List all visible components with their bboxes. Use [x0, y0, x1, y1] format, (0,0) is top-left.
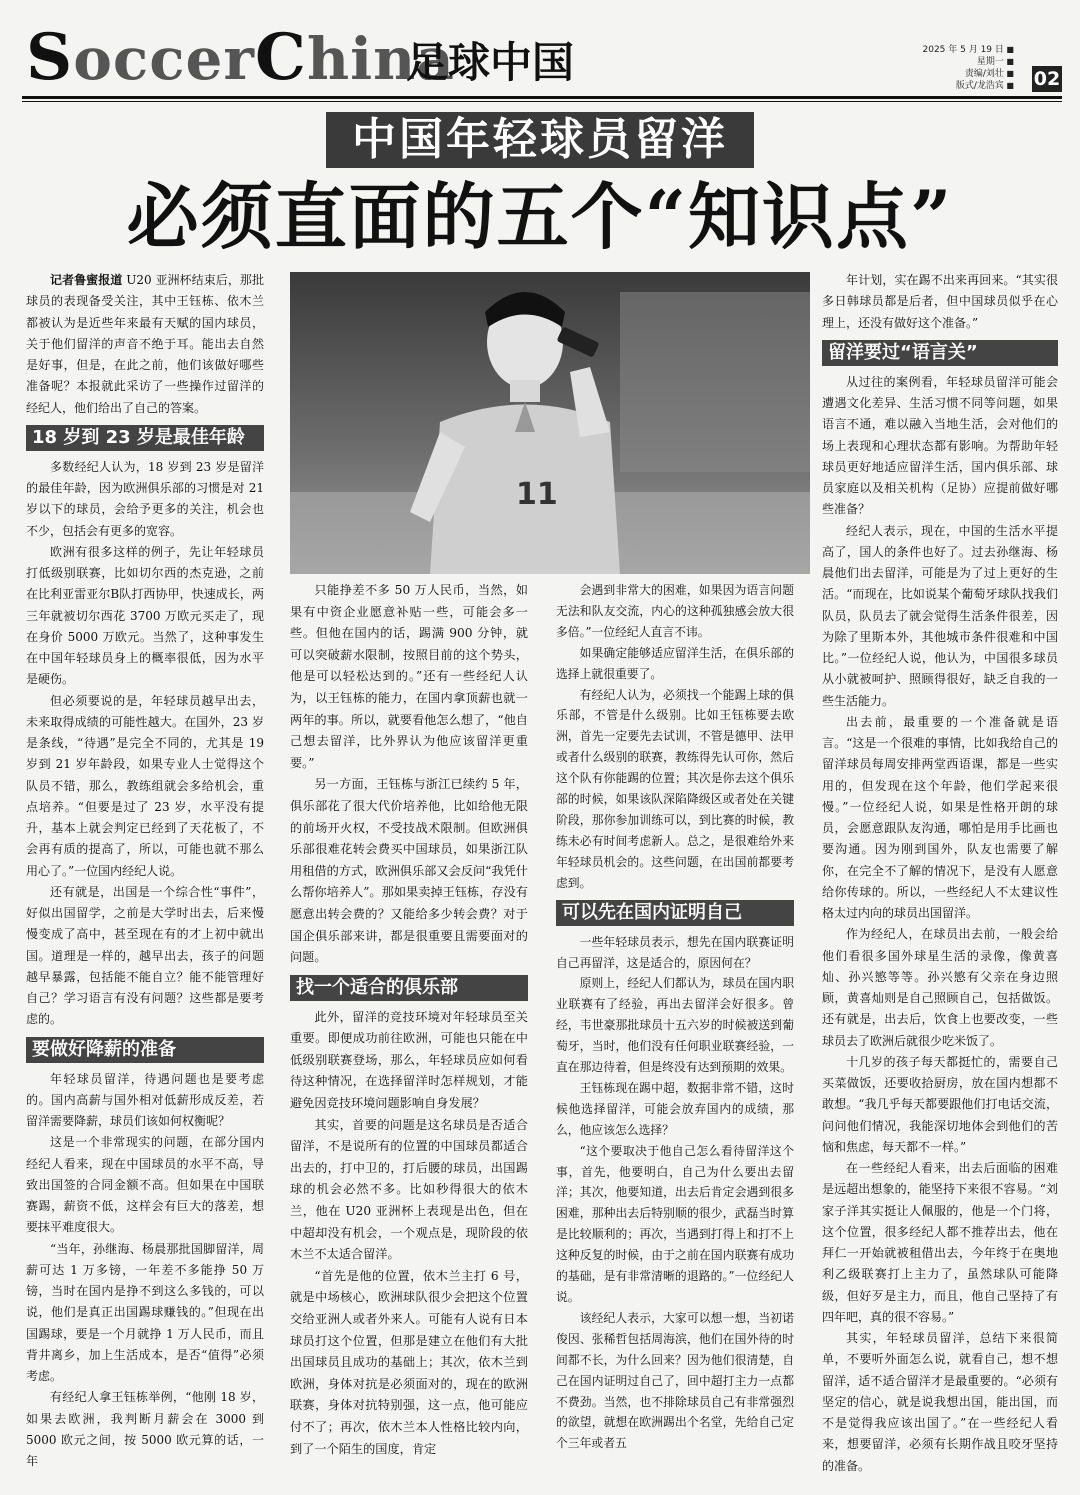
article-paragraph: 有经纪人拿王钰栋举例，“他刚 18 岁，如果去欧洲，我判断月薪会在 3000 到 5000 欧元之间，按 5000 欧元算的话，一年: [26, 1390, 264, 1468]
article-paragraph: 还有就是，出国是一个综合性“事件”，好似出国留学，之前是大学时出去，后来慢慢变成了高中，甚至现在有的才上初中就出国。道理是一样的，越早出去，孩子的问题越早暴露，包括能不能自立？能不能管理好自己？学习语言有没有问题？这些都是要考虑的。: [26, 884, 264, 1027]
article-paragraph: 另一方面，王钰栋与浙江已续约 5 年，俱乐部花了很大代价培养他，比如给他无限的前场开火权，不受技战术限制。但欧洲俱乐部很难花转会费买中国球员，如果浙江队用租借的方式，欧洲俱乐部又会反问“我凭什么帮你培养人”。那如果卖掉王钰栋，存没有愿意出转会费的？又能给多少转会费？对于国企俱乐部来讲，都是很重要且需要面对的问题。: [290, 777, 528, 965]
article-paragraph: 只能挣差不多 50 万人民币，当然，如果有中资企业愿意补贴一些，可能会多一些。但他在国内的话，踢满 900 分钟，就可以突破薪水限制，按照目前的这个势头，他是可以轻松达到的。”还有一些经纪人认为，以王钰栋的能力，在国内拿顶薪也就一两年的事。所以，就要看他怎么想了，“他自己想去留洋，比外界认为他应该留洋更重要。”: [290, 583, 528, 770]
issue-designer: 版式/龙浩宾 ■: [923, 80, 1015, 92]
article-column-1: [26, 270, 264, 1480]
article-paragraph: 年轻球员留洋，待遇问题也是要考虑的。国内高薪与国外相对低薪形成反差，若留洋需要降薪，球员们该如何权衡呢？: [26, 1071, 264, 1128]
masthead-logo-chinese: 足球中国: [406, 38, 575, 87]
issue-date: 2025 年 5 月 19 日 ■: [923, 44, 1015, 56]
byline: 记者鲁蜜报道: [50, 273, 123, 287]
article-paragraph: 有经纪人认为，必须找一个能踢上球的俱乐部，不管是什么级别。比如王钰栋要去欧洲，首先一定要先去试训，不管是德甲、法甲或者什么级别的联赛，教练得先认可你，然后这个队有你能踢的位置；其次是你去这个俱乐部的时候，如果该队深陷降级区或者处在关键阶段，那你参加训练可以，到比赛的时候，教练未必有时间考虑新人。总之，是很难给外来年轻球员机会的。这些问题，在出国前都要考虑到。: [556, 687, 794, 890]
masthead: [22, 20, 1062, 96]
article-paragraph: 多数经纪人认为，18 岁到 23 岁是留洋的最佳年龄，因为欧洲俱乐部的习惯是对 21 岁以下的球员，会给予更多的关注，机会也不少，包括会有更多的宽容。: [26, 459, 264, 538]
article-paragraph: 年计划，实在踢不出来再回来。“其实很多日韩球员都是后者，但中国球员似乎在心理上，还没有做好这个准备。”: [822, 273, 1058, 330]
article-paragraph: 经纪人表示，现在，中国的生活水平提高了，国人的条件也好了。过去孙继海、杨晨他们出去留洋，可能是为了过上更好的生活。“而现在，比如说某个葡萄牙球队找我们队员，队员去了就会觉得生活条件很差，因为除了里斯本外，其他城市条件很难和中国比。”一位经纪人说，他认为，中国很多球员从小就被呵护、照顾得很好，缺乏自我的一些生活能力。: [822, 523, 1058, 708]
player-photo: [290, 272, 810, 574]
article-paragraph: 从过往的案例看，年轻球员留洋可能会遭遇文化差异、生活习惯不同等问题，如果语言不通，难以融入当地生活，会对他们的场上表现和心理状态都有影响。为帮助年轻球员更好地适应留洋生活，国内俱乐部、球员家庭以及相关机构（足协）应提前做好哪些准备？: [822, 374, 1058, 517]
section-col4: [822, 270, 1058, 334]
article-paragraph: 其实，首要的问题是这名球员是否适合留洋，不是说所有的位置的中国球员都适合出去的，打中卫的，打后腰的球员，出国踢球的机会必然不多。比如秒得很大的依木兰，他在 U20 亚洲杯上表现是出色，但在中超却没有机会，一个观点是，现阶段的依木兰不太适合留洋。: [290, 1117, 528, 1262]
lead-text: U20 亚洲杯结束后，那批球员的表现备受关注，其中王钰栋、依木兰都被认为是近些年来最有天赋的国内球员，关于他们留洋的声音不绝于耳。能出去自然是好事，但是，在此之前，他们该做好哪些准备呢？本报就此采访了一些操作过留洋的经纪人，他们给出了自己的答案。: [26, 273, 264, 415]
article-paragraph: “这个要取决于他自己怎么看待留洋这个事，首先，他要明白，自己为什么要出去留洋；其次，他要知道，出去后肯定会遇到很多困难，那种出去后特别顺的很少，武磊当时算是比较顺利的；再次，当遇到打得上和打不上这种反复的时候，由于之前在国内联赛有成功的基础，是有非常清晰的退路的。”一位经纪人说。: [556, 1143, 794, 1304]
subheading-prove-home: 可以先在国内证明自己: [556, 900, 794, 926]
jersey-number: 11: [516, 477, 558, 512]
article-paragraph: “当年，孙继海、杨晨那批国脚留洋，周薪可达 1 万多镑，一年差不多能挣 50 万镑，当时在国内是挣不到这么多钱的，可以说，他们是真正出国踢球赚钱的。”但现在出国踢球，要是一个月就挣 1 万人民币，而且背井离乡，加上生活成本，是否“值得”必须考虑。: [26, 1241, 264, 1383]
subheading-pay-cut: 要做好降薪的准备: [26, 1037, 264, 1063]
article-paragraph: 如果确定能够适应留洋生活，在俱乐部的选择上就很重要了。: [556, 645, 794, 681]
section-col3: [556, 580, 794, 894]
section-pay-cut: [26, 1069, 264, 1473]
subheading-best-age: 18 岁到 23 岁是最佳年龄: [26, 425, 264, 451]
article-paragraph: 这是一个非常现实的问题，在部分国内经纪人看来，现在中国球员的水平不高，导致出国签的合同金额不高。但如果在中国联赛踢，薪资不低，这样会有巨大的落差，想要抹平难度很大。: [26, 1135, 264, 1235]
masthead-rule: [22, 96, 1062, 99]
article-paragraph: 一些年轻球员表示，想先在国内联赛证明自己再留洋，这是适合的，原因何在？: [556, 934, 794, 970]
article-paragraph: 欧洲有很多这样的例子，先让年轻球员打低级别联赛，比如切尔西的杰克逊，之前在比利亚雷亚尔B队打西协甲，快速成长，两三年就被切尔西花 3700 万欧元买走了，现在身价 5000 万欧元。当然了，这种事发生在中国年轻球员身上的概率很低，因为水平是硬伤。: [26, 544, 264, 687]
article-paragraph: 此外，留洋的竞技环境对年轻球员至关重要。即便成功前往欧洲，可能也只能在中低级别联赛登场，那么，年轻球员应如何看待这种情况，在选择留洋时怎样规划，才能避免因竞技环境问题影响自身发展？: [290, 1009, 528, 1111]
article-paragraph: 但必须要说的是，年轻球员越早出去，未来取得成绩的可能性越大。在国外，23 岁是条线，“待遇”是完全不同的，尤其是 19 岁到 21 岁年龄段，如果专业人士觉得这个队员不错，那么，教练组就会多给机会，重点培养。“但要是过了 23 岁，水平没有提升，基本上就会判定已经到了天花板了，不会再有质的提高了，所以，可能也就不那么用心了。”一位国内经纪人说。: [26, 693, 264, 878]
article-paragraph: 该经纪人表示，大家可以想一想，当初诺俊因、张稀哲包括周海滨，他们在国外待的时间都不长，为什么回来？因为他们很清楚，自己在国内证明过自己了，回中超打主力一点都不费劲。当然，也不排除球员自己有非常强烈的欲望，就想在欧洲踢出个名堂，先给自己定个三年或者五: [556, 1310, 794, 1451]
page-number: 02: [1033, 68, 1061, 90]
article-paragraph: 原则上，经纪人们都认为，球员在国内职业联赛有了经验，再出去留洋会好很多。曾经，韦世豪那批球员十五六岁的时候被送到葡萄牙，当时，他们没有任何职业联赛经验，一直在那边待着，但是终没有达到预期的效果。: [556, 976, 794, 1075]
article-paragraph: 作为经纪人，在球员出去前，一般会给他们看很多国外球星生活的录像，像黄喜灿、孙兴慜等等。孙兴慜有父亲在身边照顾，黄喜灿则是自己照顾自己，包括做饭。还有就是，出去后，饮食上也要改变，一些球员去了欧洲后就很少吃米饭了。: [822, 927, 1058, 1048]
article-paragraph: 会遇到非常大的困难，如果因为语言问题无法和队友交流，内心的这种孤独感会放大很多倍。”一位经纪人直言不讳。: [556, 583, 794, 639]
article-paragraph: 其实，年轻球员留洋，总结下来很简单，不要听外面怎么说，就看自己，想不想留洋，适不适合留洋才是最重要的。“必须有坚定的信心，就是说我想出国，能出国，而不是觉得我应该出国了。”在一些经纪人看来，想要留洋，必须有长期作战且咬牙坚持的准备。: [822, 1331, 1058, 1473]
issue-editor: 责编/刘壮 ■: [923, 68, 1015, 80]
article-column-2: [290, 580, 528, 1480]
article-column-4: [822, 270, 1058, 1480]
headline-kicker: 中国年轻球员留洋: [326, 112, 754, 168]
article-paragraph: 出去前，最重要的一个准备就是语言。“这是一个很难的事情，比如我给自己的留洋球员每周安排两堂西语课，都是一些实用的，但发现在这个年龄，他们学起来很慢。”一位经纪人说，如果是性格开朗的球员，会愿意跟队友沟通，哪怕是用手比画也要沟通。因为刚到国外，队友也需要了解你，在完全不了解的情况下，是没有人愿意给你传球的。所以，一些经纪人不太建议性格太过内向的球员出国留洋。: [822, 714, 1058, 920]
article-paragraph: 王钰栋现在踢中超，数据非常不错，这时候他选择留洋，可能会放弃国内的成绩，那么，他应该怎么选择？: [556, 1080, 794, 1137]
issue-meta: [923, 44, 1015, 92]
headline-main: 必须直面的五个“知识点”: [126, 174, 954, 259]
masthead-logo-english: SoccerChina: [26, 20, 455, 95]
section-language: [822, 372, 1058, 1477]
issue-weekday: 星期一 ■: [923, 56, 1015, 68]
subheading-club: 找一个适合的俱乐部: [290, 975, 528, 1001]
article-paragraph: “首先是他的位置，依木兰主打 6 号，就是中场核心，欧洲球队很少会把这个位置交给亚洲人或者外来人。可能有人说有日本球员打这个位置，但那是建立在他们有大批出国球员且成功的基础上；其次，依木兰到欧洲，身体对抗是必须面对的，现在的欧洲联赛，身体对抗特别强，这一点，他可能应付不了；再次，依木兰本人性格比较内向，到了一个陌生的国度，肯定: [290, 1268, 528, 1456]
article-paragraph: 在一些经纪人看来，出去后面临的困难是远超出想象的，能坚持下来很不容易。“刘家子洋其实挺让人佩服的，他是一个门将，这个位置，很多经纪人都不推荐出去，他在拜仁一开始就被租借出去，今年终于在奥地利乙级联赛打上主力了，虽然球队可能降级，但好歹是主力，而且，他自己坚持了有四年吧，真的很不容易。”: [822, 1161, 1058, 1324]
masthead-rule-thin: [22, 101, 1062, 102]
article-paragraph: 十几岁的孩子每天都挺忙的，需要自己买菜做饭，还要收拾厨房，放在国内想都不敢想。“我几乎每天都要跟他们打电话交流，问问他们情况，我能深切地体会到他们的苦恼和焦虑，每天都不一样。”: [822, 1054, 1058, 1154]
section-prove-home: [556, 932, 794, 1455]
section-best-age: [26, 457, 264, 1031]
article-column-3: [556, 580, 794, 1480]
lead-paragraph: [26, 270, 264, 419]
section-col2: [290, 580, 528, 969]
subheading-language: 留洋要过“语言关”: [822, 340, 1058, 366]
section-club: [290, 1007, 528, 1460]
